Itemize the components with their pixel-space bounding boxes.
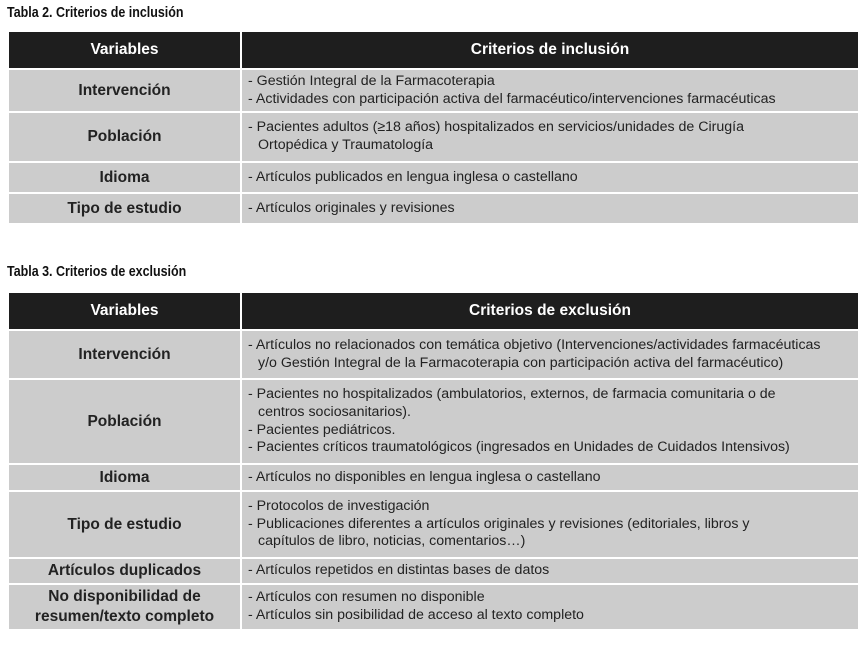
table-row [8,162,859,193]
criteria-line: - Artículos sin posibilidad de acceso al texto completo [248,607,584,623]
criteria-line: - Publicaciones diferentes a artículos originales y revisiones (editoriales, libros y [248,515,750,532]
criteria-cell [241,193,859,224]
variable-cell: Idioma [8,464,241,491]
criteria-line: - Artículos con resumen no disponible [248,589,485,606]
criteria-line: - Actividades con participación activa del farmacéutico/intervenciones farmacéuticas [248,90,776,107]
variable-cell: Población [8,112,241,162]
criteria-line: centros sociosanitarios). [258,403,411,420]
criteria-line: - Pacientes no hospitalizados (ambulatorios, externos, de farmacia comunitaria o de [248,386,776,403]
variable-cell: Tipo de estudio [8,491,241,558]
criteria-cell [241,379,859,464]
table-3-caption: Tabla 3. Criterios de exclusión [7,264,187,280]
table-row [8,69,859,112]
variable-cell: Artículos duplicados [8,558,241,584]
criteria-line: - Artículos no disponibles en lengua inglesa o castellano [248,468,601,485]
table-row [8,193,859,224]
criteria-line: y/o Gestión Integral de la Farmacoterapia con participación activa del farmacéutico) [258,354,784,371]
criteria-line: - Pacientes pediátricos. [248,421,396,438]
criteria-line: - Pacientes críticos traumatológicos (ingresados en Unidades de Cuidados Intensivos) [248,439,790,456]
variable-cell: Tipo de estudio [8,193,241,224]
variable-cell: Intervención [8,69,241,112]
criteria-line: - Artículos originales y revisiones [248,199,455,216]
table-header-row [8,31,859,69]
exclusion-criteria-table [7,291,860,631]
criteria-line: - Protocolos de investigación [248,498,430,515]
criteria-line: - Artículos no relacionados con temática objetivo (Intervenciones/actividades farmacéuticas [248,336,821,353]
criteria-cell [241,584,859,630]
criteria-line: - Artículos repetidos en distintas bases de datos [248,562,550,579]
criteria-cell [241,69,859,112]
inclusion-criteria-table [7,30,860,225]
criteria-cell [241,162,859,193]
variable-cell: Intervención [8,330,241,379]
column-header-criteria: Criterios de inclusión [241,31,859,69]
column-header-variables: Variables [8,292,241,330]
column-header-criteria: Criterios de exclusión [241,292,859,330]
criteria-cell [241,558,859,584]
table-row [8,464,859,491]
criteria-cell [241,330,859,379]
table-row [8,330,859,379]
table-row [8,379,859,464]
variable-cell [8,584,241,630]
criteria-line: - Artículos publicados en lengua inglesa o castellano [248,168,578,185]
criteria-line: capítulos de libro, noticias, comentarios…) [258,533,526,550]
criteria-line: - Gestión Integral de la Farmacoterapia [248,72,495,89]
table-row [8,491,859,558]
criteria-cell [241,491,859,558]
column-header-variables: Variables [8,31,241,69]
variable-cell: Población [8,379,241,464]
variable-line: resumen/texto completo [34,608,215,625]
criteria-cell [241,112,859,162]
criteria-line: Ortopédica y Traumatología [258,137,434,153]
variable-cell: Idioma [8,162,241,193]
criteria-line: - Pacientes adultos (≥18 años) hospitalizados en servicios/unidades de Cirugía [248,119,744,136]
criteria-cell [241,464,859,491]
table-header-row [8,292,859,330]
variable-line: No disponibilidad de [48,588,201,605]
table-row [8,584,859,630]
table-row [8,558,859,584]
table-row [8,112,859,162]
table-2-caption: Tabla 2. Criterios de inclusión [7,5,184,21]
